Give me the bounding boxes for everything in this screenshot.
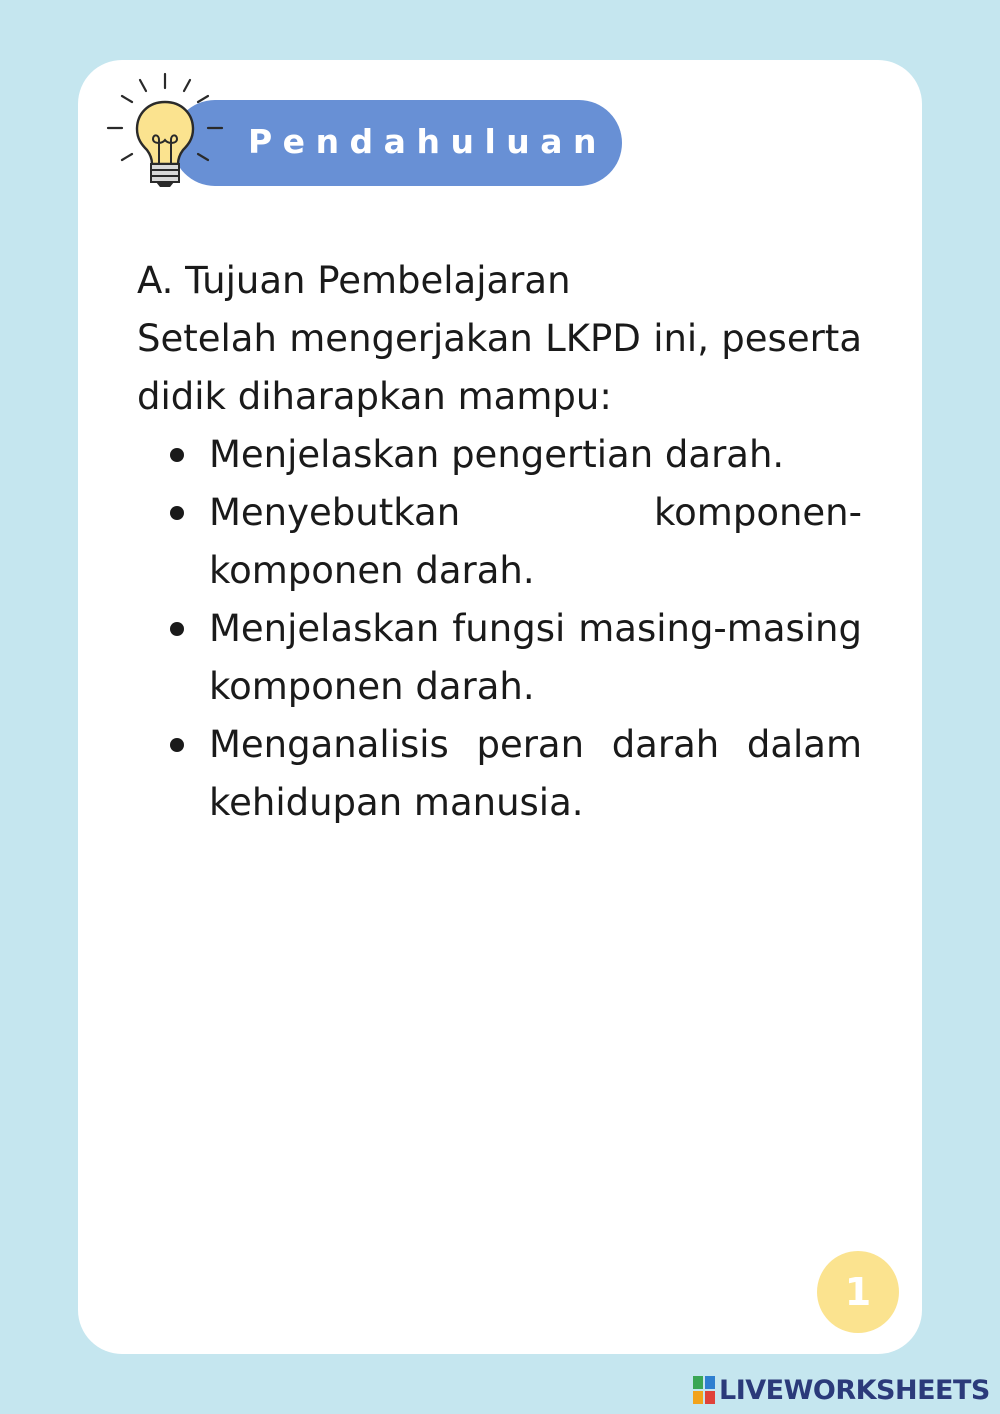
objective-text: Menganalisis peran darah dalam kehidupan manusia. (209, 723, 862, 824)
list-item (137, 484, 862, 600)
objectives-list (137, 426, 862, 832)
list-item (137, 716, 862, 832)
list-item (137, 600, 862, 716)
objective-text: Menyebutkan komponen-komponen darah. (209, 491, 862, 592)
section-intro: Setelah mengerjakan LKPD ini, peserta didik diharapkan mampu: (137, 317, 862, 418)
bullet-icon (170, 738, 184, 752)
list-item (137, 426, 862, 484)
bullet-icon (170, 506, 184, 520)
learning-objectives-section (137, 252, 862, 832)
liveworksheets-watermark[interactable] (693, 1372, 990, 1408)
page-number-badge: 1 (817, 1251, 899, 1333)
watermark-text: LIVEWORKSHEETS (719, 1374, 990, 1406)
bullet-icon (170, 622, 184, 636)
liveworksheets-logo-icon (693, 1376, 715, 1404)
lightbulb-icon (100, 68, 230, 198)
objective-text: Menjelaskan pengertian darah. (209, 433, 785, 476)
bullet-icon (170, 448, 184, 462)
section-header-title: Pendahuluan (248, 122, 608, 161)
objective-text: Menjelaskan fungsi masing-masing komponen darah. (209, 607, 862, 708)
section-heading: A. Tujuan Pembelajaran (137, 259, 571, 302)
